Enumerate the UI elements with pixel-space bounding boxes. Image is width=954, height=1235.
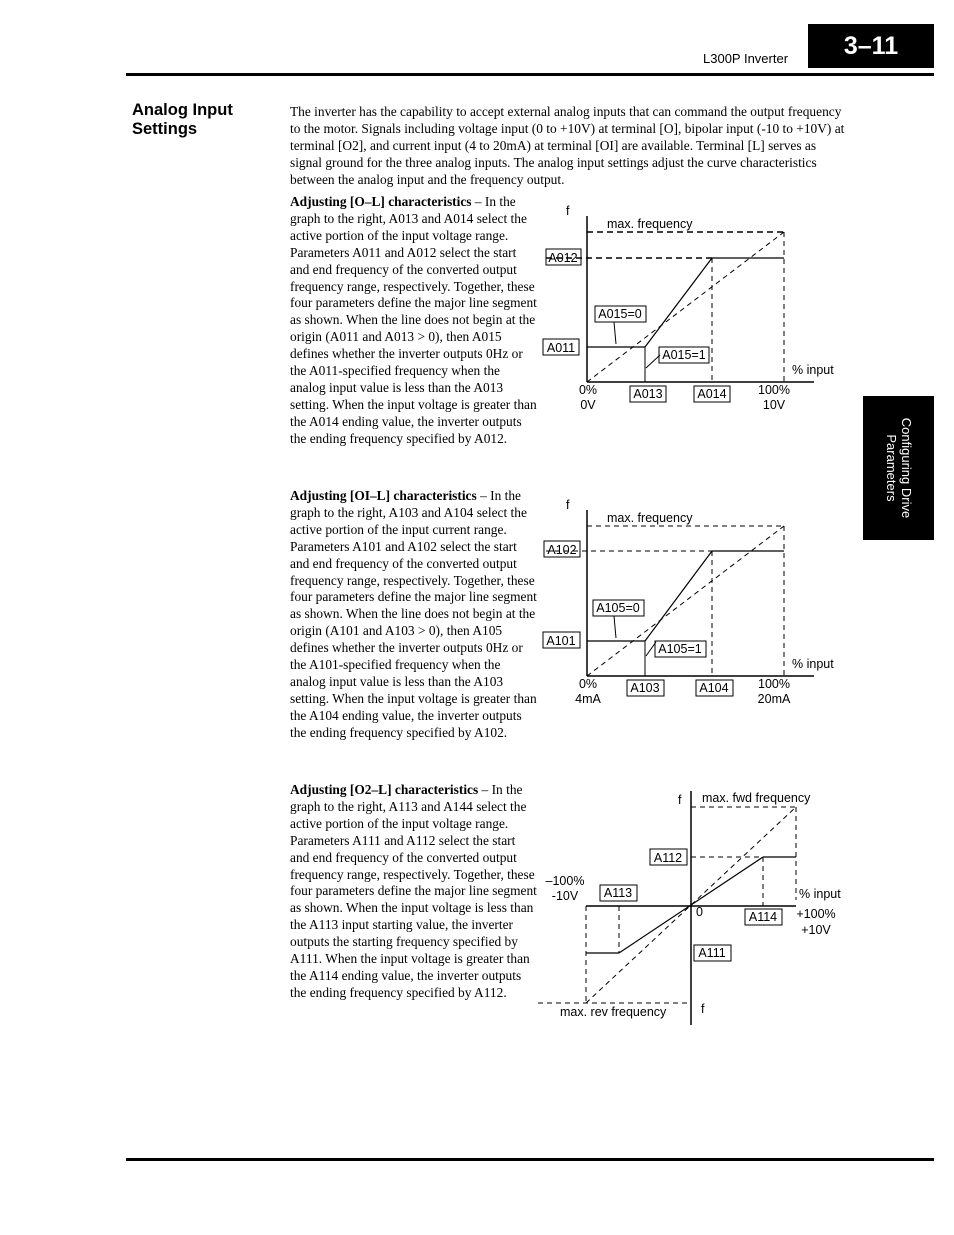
x-axis-label: % input (792, 363, 834, 377)
main-segment (645, 551, 712, 641)
end-freq-label: A012 (548, 251, 578, 265)
x-min-pct: 0% (578, 383, 598, 397)
end-input-label: A014 (697, 387, 727, 401)
x-max-unit: +10V (801, 923, 831, 937)
side-tab-line-2: Parameters (883, 434, 899, 502)
page-number: 3–11 (808, 24, 934, 68)
mode-0-label: A015=0 (598, 307, 642, 321)
mode-0-leader (614, 322, 616, 344)
intro-paragraph: The inverter has the capability to accept external analog inputs that can command the output frequency to the motor. Signals including voltage input (0 to +10V) at terminal [O], bipolar input (-10 to +10V) at terminal [O2], and current input (4 to 20mA) at terminal [OI] are available. Terminal [L] serves as signal ground for the three analog inputs. The analog input settings adjust the curve characteristics between the analog input and the frequency output. (290, 104, 845, 187)
mode-0-leader (614, 616, 616, 638)
header-rule (126, 73, 934, 76)
o2-l-body: – In the graph to the right, A113 and A144 select the active portion of the input voltage range. Parameters A111 and A112 select the start and end frequency of the converted output frequency range, respectively. Together, these four parameters define the major line segment as shown. When the input voltage is less than the A113 input starting value, the inverter outputs the starting frequency specified by A111. When the input voltage is greater than the A114 ending value, the inverter outputs the ending frequency specified by A112. (290, 782, 537, 1000)
x-max-pct: 100% (758, 677, 790, 691)
o2-l-characteristics-diagram (538, 785, 844, 1030)
side-tab-label (884, 418, 914, 518)
x-min-pct: 0% (578, 677, 598, 691)
x-min-unit: 4mA (575, 692, 601, 706)
y-axis-bottom-label: f (701, 1002, 705, 1016)
main-segment (645, 258, 712, 347)
o-l-heading: Adjusting [O–L] characteristics (290, 194, 472, 209)
x-min-unit: -10V (551, 889, 579, 903)
chapter-side-tab (863, 396, 934, 540)
o-l-body: – In the graph to the right, A013 and A014 select the active portion of the input voltage range. Parameters A011 and A012 select the start and end frequency of the converted output frequency range, respectively. Together, these four parameters define the major line segment as shown. When the line does not begin at the origin (A011 and A013 > 0), then A015 defines whether the inverter outputs 0Hz or the A011-specified frequency when the analog input value is less than the A013 setting. When the input voltage is greater than the A014 ending value, the inverter outputs the ending frequency specified by A012. (290, 194, 537, 446)
x-min-pct: –100% (545, 874, 585, 888)
oi-l-description (290, 488, 538, 742)
x-max-unit: 20mA (757, 692, 791, 706)
start-freq-label: A011 (546, 341, 576, 355)
max-frequency-label: max. frequency (607, 511, 693, 525)
start-input-label: A113 (603, 886, 633, 900)
x-max-pct: 100% (758, 383, 790, 397)
end-input-label: A104 (699, 681, 729, 695)
mode-1-leader (646, 355, 660, 368)
footer-rule (126, 1158, 934, 1161)
header-title: L300P Inverter (703, 51, 789, 66)
mode-1-label: A015=1 (662, 348, 706, 362)
x-max-unit: 10V (762, 398, 786, 412)
x-max-pct: +100% (796, 907, 836, 921)
oi-l-heading: Adjusting [OI–L] characteristics (290, 488, 477, 503)
x-axis-label: % input (799, 887, 841, 901)
o-l-characteristics-diagram (538, 200, 844, 420)
mode-1-label: A105=1 (658, 642, 702, 656)
x-axis-label: % input (792, 657, 834, 671)
end-freq-label: A112 (653, 851, 683, 865)
side-tab-line-1: Configuring Drive (898, 417, 914, 519)
y-axis-label: f (566, 498, 570, 512)
x-min-unit: 0V (580, 398, 596, 412)
section-title: Analog Input Settings (132, 101, 233, 138)
start-freq-label: A111 (698, 946, 726, 960)
end-input-label: A114 (748, 910, 778, 924)
o2-l-heading: Adjusting [O2–L] characteristics (290, 782, 479, 797)
start-input-label: A013 (633, 387, 663, 401)
y-axis-top-label: f (678, 793, 682, 807)
y-axis-label: f (566, 204, 570, 218)
origin-label: 0 (696, 905, 703, 919)
max-frequency-label: max. frequency (607, 217, 693, 231)
mode-0-label: A105=0 (596, 601, 640, 615)
start-input-label: A103 (630, 681, 660, 695)
o-l-description (290, 194, 538, 448)
start-freq-label: A101 (546, 634, 576, 648)
end-freq-label: A102 (547, 543, 577, 557)
o2-l-description (290, 782, 538, 1002)
oi-l-characteristics-diagram (538, 494, 844, 714)
max-fwd-label: max. fwd frequency (702, 791, 811, 805)
max-rev-label: max. rev frequency (560, 1005, 667, 1019)
oi-l-body: – In the graph to the right, A103 and A104 select the active portion of the input current range. Parameters A101 and A102 select the start and end frequency of the converted output frequency range, respectively. Together, these four parameters define the major line segment as shown. When the line does not begin at the origin (A101 and A103 > 0), then A105 defines whether the inverter outputs 0Hz or the A101-specified frequency when the analog input value is less than the A103 setting. When the input voltage is greater than the A104 ending value, the inverter outputs the ending frequency specified by A102. (290, 488, 537, 740)
